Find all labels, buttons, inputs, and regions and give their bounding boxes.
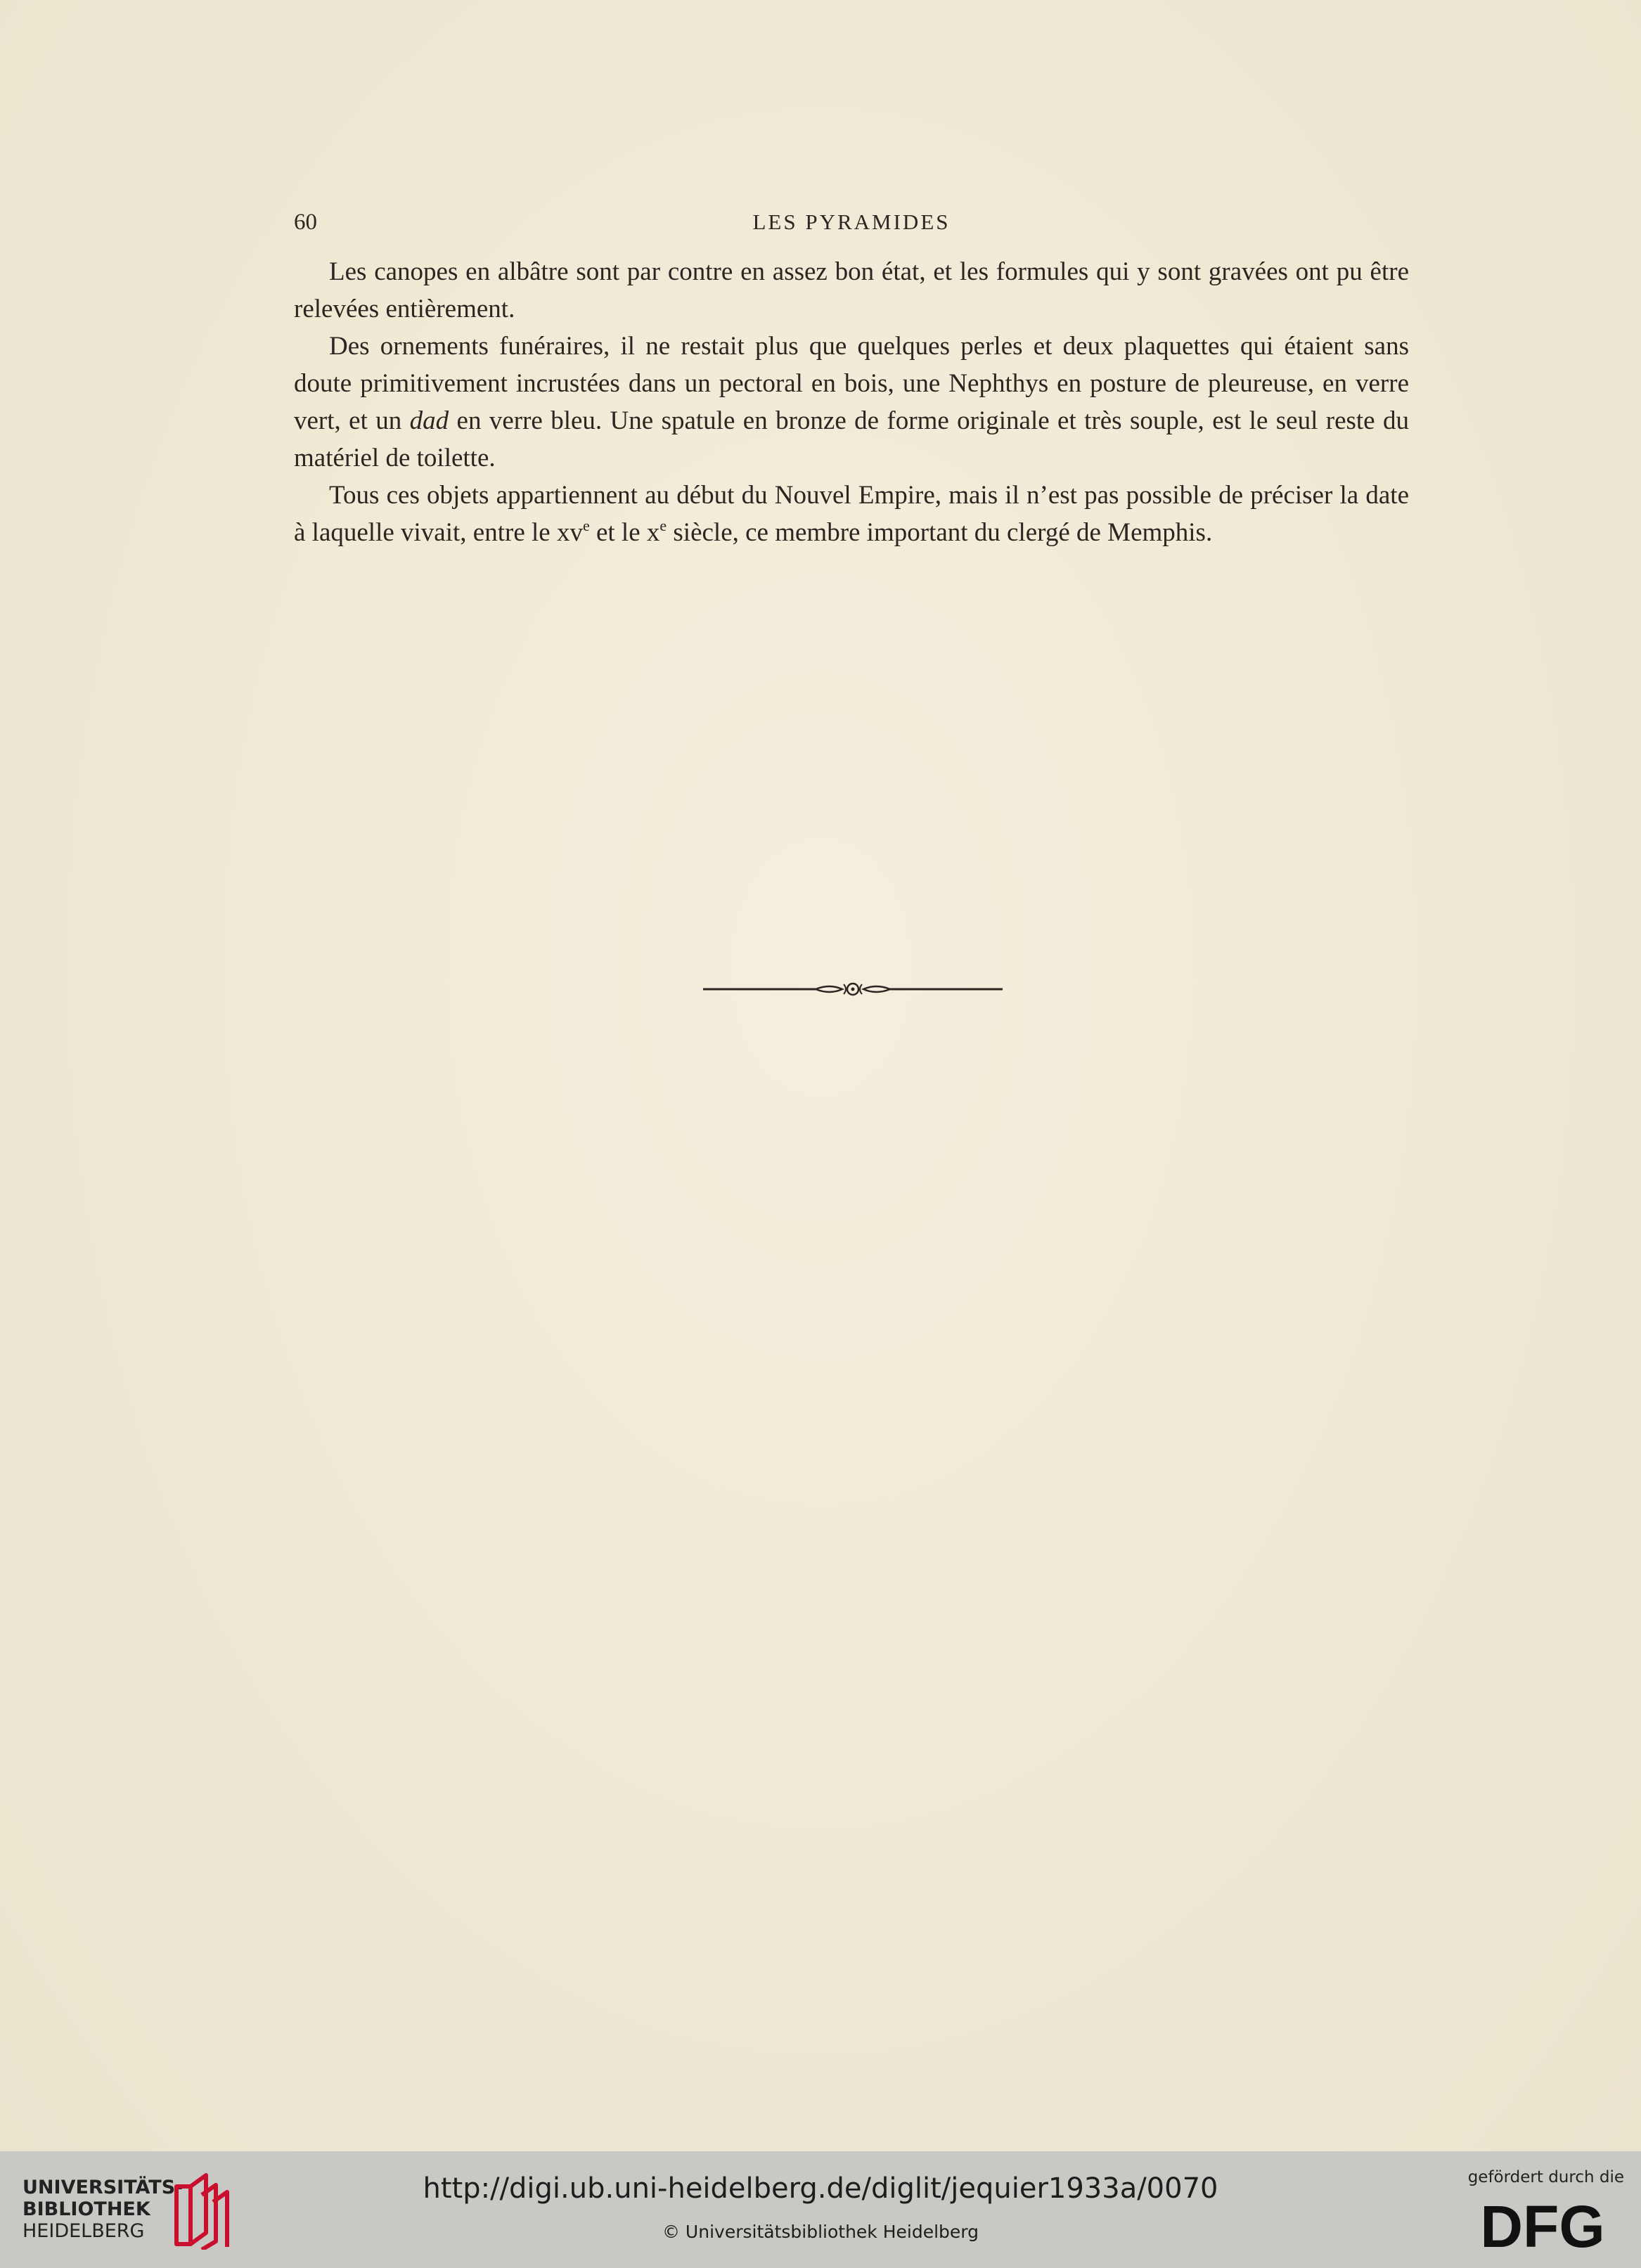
dfg-funding-badge[interactable] [1448, 2168, 1624, 2260]
digitization-footer [0, 2151, 1641, 2268]
running-title: LES PYRAMIDES [752, 210, 951, 234]
dfg-logo-icon [1461, 2199, 1624, 2253]
paragraph-3-text-c: siècle, ce membre important du clergé de Memphis. [667, 518, 1213, 547]
paragraph-2 [294, 328, 1409, 477]
page-number: 60 [294, 210, 317, 235]
paragraph-3-text-b: et le x [589, 518, 660, 547]
paragraph-2-text-a: Des ornements funéraires, il ne restait plus que quelques perles et deux plaquettes qui étaient sans doute primitivement incrustées dans un pectoral en bois, une Nephthys en posture de pleureuse, en verre vert, et un [294, 332, 1409, 435]
superscript: e [582, 517, 590, 534]
paragraph-3-text-a: Tous ces objets appartiennent au début du Nouvel Empire, mais il n’est pas possible de préciser la date à laquelle vivait, entre le xv [294, 481, 1409, 547]
italic-term: dad [409, 406, 449, 435]
funding-caption: gefördert durch die [1467, 2168, 1624, 2186]
superscript: e [659, 517, 667, 534]
document-url[interactable]: http://digi.ub.uni-heidelberg.de/diglit/jequier1933a/0070 [423, 2172, 1218, 2205]
body-text [294, 253, 1409, 551]
paragraph-1 [294, 253, 1409, 328]
paragraph-3 [294, 477, 1409, 551]
library-name-line-1: UNIVERSITÄTS- [22, 2177, 184, 2198]
ornamental-divider-icon [703, 979, 1003, 1000]
copyright-notice: © Universitätsbibliothek Heidelberg [662, 2222, 979, 2242]
paragraph-1-text: Les canopes en albâtre sont par contre en assez bon état, et les formules qui y sont gravées ont pu être relevées entièrement. [294, 257, 1409, 323]
library-name-line-3: HEIDELBERG [22, 2220, 145, 2242]
library-name-line-2: BIBLIOTHEK [22, 2198, 150, 2220]
page-header [294, 210, 1409, 245]
paragraph-2-text-b: en verre bleu. Une spatule en bronze de forme originale et très souple, est le seul reste du matériel de toilette. [294, 406, 1409, 472]
dfg-logo-text: DFG [1480, 2199, 1605, 2253]
